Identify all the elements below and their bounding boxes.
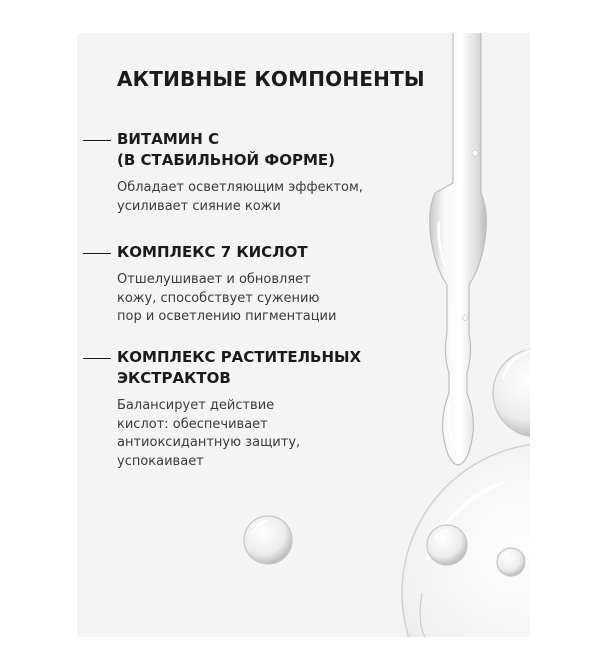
divider-line	[83, 358, 111, 359]
component-item-plant-extracts	[117, 347, 387, 471]
component-heading: КОМПЛЕКС 7 КИСЛОТ	[117, 243, 308, 261]
component-description: Обладает осветляющим эффектом, усиливает сияние кожи	[117, 180, 363, 214]
page-title: АКТИВНЫЕ КОМПОНЕНТЫ	[117, 67, 425, 91]
pipette	[430, 33, 487, 465]
product-info-card	[77, 33, 530, 637]
bubble	[493, 349, 530, 437]
component-description: Балансирует действие кислот: обеспечивает антиоксидантную защиту, успокаивает	[117, 398, 301, 469]
component-item-vitamin-c	[117, 129, 387, 216]
bubble	[244, 516, 292, 564]
component-item-acid-complex	[117, 242, 387, 327]
divider-line	[83, 140, 111, 141]
bubble	[497, 548, 525, 576]
component-heading: ВИТАМИН С (В СТАБИЛЬНОЙ ФОРМЕ)	[117, 130, 335, 169]
component-description: Отшелушивает и обновляет кожу, способствует сужению пор и осветлению пигментации	[117, 272, 337, 324]
bubble	[427, 525, 467, 565]
serum-pipette-illustration	[77, 33, 530, 637]
divider-line	[83, 253, 111, 254]
component-heading: КОМПЛЕКС РАСТИТЕЛЬНЫХ ЭКСТРАКТОВ	[117, 348, 362, 387]
